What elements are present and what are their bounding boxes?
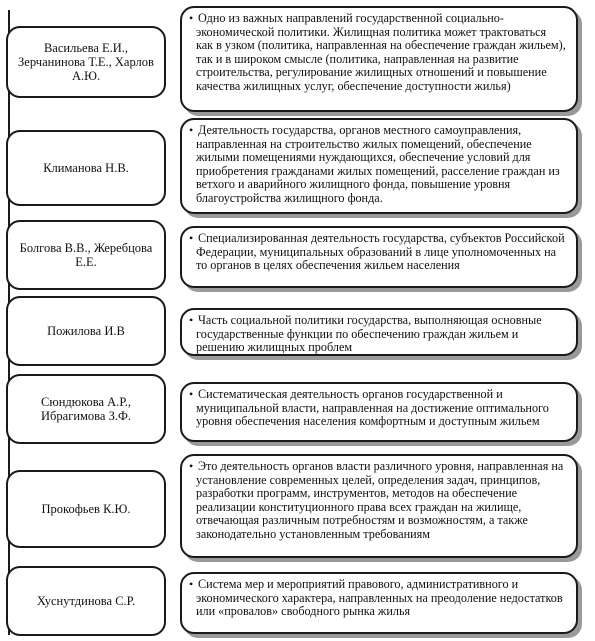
author-box	[6, 566, 166, 636]
author-box	[6, 26, 166, 98]
author-name: Васильева Е.И., Зерчанинова Т.Е., Харлов А.Ю.	[18, 41, 154, 83]
definition-box	[180, 572, 578, 634]
definition-box	[180, 454, 578, 558]
author-box	[6, 220, 166, 290]
author-name: Сюндюкова А.Р., Ибрагимова З.Ф.	[41, 395, 131, 423]
bullet-icon: •	[189, 313, 194, 327]
bullet-icon: •	[189, 123, 194, 137]
bullet-icon: •	[189, 387, 194, 401]
author-box	[6, 296, 166, 366]
definition-text: Систематическая деятельность органов государственной и муниципальной власти, направленная на достижение оптимального уровня обеспечения населения комфортным и доступным жильем	[196, 387, 549, 429]
bullet-icon: •	[189, 11, 194, 25]
definition-box	[180, 118, 578, 214]
author-box	[6, 470, 166, 548]
author-name: Климанова Н.В.	[43, 161, 129, 175]
definition-text: Система мер и мероприятий правового, административного и экономического характера, направленных на преодоление недостатков или «провалов» свободного рынка жилья	[196, 577, 563, 619]
definition-box	[180, 308, 578, 356]
definition-text: Одно из важных направлений государственной социально-экономической политики. Жилищная политика может трактоваться как в узком (политика, направленная на обеспечение граждан жильем), так и в широком смысле (политика, направленная на развитие строительства, регулирование жилищных отношений и повышение качества жилищных услуг, обеспечение доступности жилья)	[196, 11, 566, 93]
author-name: Хуснутдинова С.Р.	[36, 594, 136, 608]
author-name: Пожилова И.В	[47, 324, 125, 338]
author-box	[6, 130, 166, 206]
author-name: Прокофьев К.Ю.	[41, 502, 131, 516]
bullet-icon: •	[189, 459, 194, 473]
definition-box	[180, 6, 578, 112]
bullet-icon: •	[189, 231, 194, 245]
author-name: Болгова В.В., Жеребцова Е.Е.	[19, 241, 153, 269]
author-box	[6, 374, 166, 444]
definition-text: Специализированная деятельность государства, субъектов Российской Федерации, муниципальных образований в лице уполномоченных на то органов в целях обеспечения жильем населения	[196, 231, 565, 273]
definition-box	[180, 226, 578, 288]
definition-text: Часть социальной политики государства, выполняющая основные государственные функции по обеспечению граждан жильем и решению жилищных проблем	[196, 313, 542, 355]
definition-text: Это деятельность органов власти различного уровня, направленная на установление современных целей, определения задач, принципов, разработки программ, инструментов, методов на обеспечение реализации конституционного права всех граждан на жилище, отвечающая различным потребностям и возможностям, а также законодательно установленным требованиям	[196, 459, 564, 541]
bullet-icon: •	[189, 577, 194, 591]
definition-text: Деятельность государства, органов местного самоуправления, направленная на строительство жилых помещений, обеспечение жилыми помещениями нуждающихся, обеспечение условий для приобретения гражданами жилых помещений, расселение граждан из ветхого и аварийного жилищного фонда, повышение уровня благоустройства жилищного фонда.	[196, 123, 560, 205]
definition-box	[180, 382, 578, 442]
